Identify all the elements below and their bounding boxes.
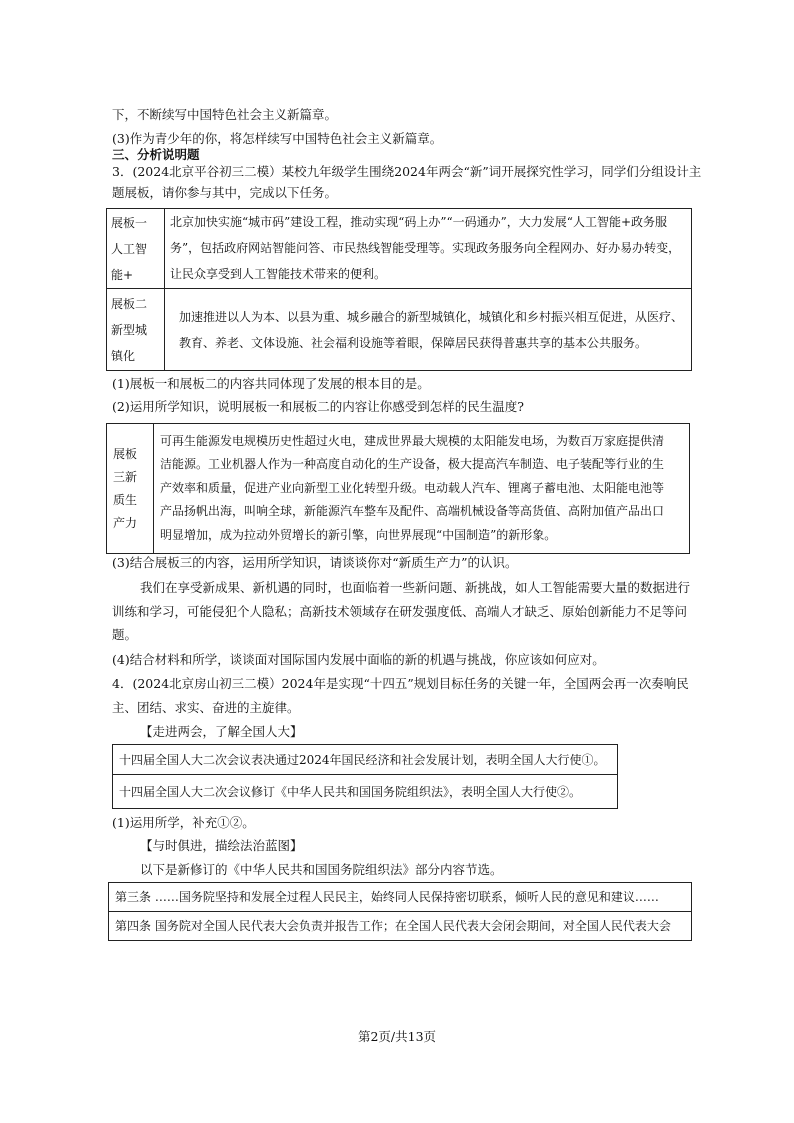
content-line: 产品扬帆出海，叫响全球，新能源汽车整车及配件、高端机械设备等高货值、高附加值产品出口 — [160, 504, 665, 519]
question-4-1: (1)运用所学，补充①②。 — [112, 815, 255, 830]
question-4-stem-line-1: 3．(2024北京平谷初三二模）某校九年级学生围绕2024年两会“新”词开展探究性学习，同学们分组设计主 — [112, 164, 702, 179]
paragraph-line: 题。 — [112, 627, 138, 642]
question-3-3: (3)作为青少年的你，将怎样续写中国特色社会主义新篇章。 — [112, 131, 443, 146]
content-line: 洁能源。工业机器人作为一种高度自动化的生产设备，极大提高汽车制造、电子装配等行业的生 — [160, 457, 665, 472]
npc-row-1 — [113, 745, 618, 775]
intro-line: 以下是新修订的《中华人民共和国国务院组织法》部分内容节选。 — [140, 862, 503, 877]
section-title: 三、分析说明题 — [112, 147, 200, 162]
question-4-line-1: 4．(2024北京房山初三二模）2024年是实现“十四五”规划目标任务的关键一年，全国两会再一次奏响民 — [112, 676, 689, 691]
board-3-table — [106, 423, 690, 554]
page-number: 第2页/共13页 — [357, 1029, 437, 1044]
label-line: 质生 — [113, 492, 138, 507]
board-2-row — [107, 289, 692, 371]
board-2-label — [107, 289, 165, 371]
question-4-line-2: 主、团结、求实、奋进的主旋律。 — [112, 700, 300, 715]
board-2-content — [165, 289, 692, 371]
law-row-2 — [109, 912, 692, 941]
paragraph-line: 我们在享受新成果、新机遇的同时，也面临着一些新问题、新挑战，如人工智能需要大量的数据进行 — [140, 580, 691, 595]
question-3-2: (2)运用所学知识，说明展板一和展板二的内容让你感受到怎样的民生温度? — [112, 399, 524, 414]
label-line: 展板二 — [111, 296, 148, 311]
label-line: 镇化 — [111, 348, 136, 363]
boards-table — [106, 208, 692, 371]
law-article-4: 第四条 国务院对全国人民代表大会负责并报告工作；在全国人民代表大会闭会期间，对全国人民代表大会 — [109, 912, 692, 941]
law-row-1 — [109, 883, 692, 912]
npc-table — [112, 744, 618, 809]
question-4-stem-line-2: 题展板，请你参与其中，完成以下任务。 — [112, 185, 338, 200]
subsection-heading: 【走进两会，了解全国人大】 — [140, 724, 303, 739]
npc-row-1-text: 十四届全国人大二次会议表决通过2024年国民经济和社会发展计划，表明全国人大行使①。 — [113, 745, 618, 775]
label-line: 新型城 — [111, 322, 148, 337]
label-line: 展板 — [113, 446, 138, 461]
board-3-label — [107, 424, 154, 554]
label-line: 展板一 — [111, 215, 148, 230]
content-line: 让民众享受到人工智能技术带来的便利。 — [170, 267, 387, 281]
label-line: 三新 — [113, 469, 138, 484]
label-line: 产力 — [113, 515, 138, 530]
law-article-3: 第三条 ……国务院坚持和发展全过程人民民主，始终同人民保持密切联系，倾听人民的意见和建议…… — [109, 883, 692, 912]
content-line: 明显增加，成为拉动外贸增长的新引擎，向世界展现“中国制造”的新形象。 — [160, 527, 557, 542]
content-line: 加速推进以人为本、以县为重、城乡融合的新型城镇化，城镇化和乡村振兴相互促进，从医疗、 — [179, 309, 684, 324]
board-3-row — [107, 424, 690, 554]
board-1-label — [107, 209, 165, 289]
content-line: 务”，包括政府网站智能问答、市民热线智能受理等。实现政务服务向全程网办、好办易办转变， — [170, 241, 681, 255]
board-1-row — [107, 209, 692, 289]
paragraph-line: 训练和学习，可能侵犯个人隐私；高新技术领域存在研发强度低、高端人才缺乏、原始创新能力不足等问 — [112, 604, 688, 619]
content-line: 产效率和质量，促进产业向新型工业化转型升级。电动载人汽车、锂离子蓄电池、太阳能电池等 — [160, 480, 665, 495]
question-3-1: (1)展板一和展板二的内容共同体现了发展的根本目的是。 — [112, 376, 430, 391]
question-3-4: (4)结合材料和所学，谈谈面对国际国内发展中面临的新的机遇与挑战，你应该如何应对。 — [112, 652, 605, 667]
npc-row-2-text: 十四届全国人大二次会议修订《中华人民共和国国务院组织法》，表明全国人大行使②。 — [113, 775, 618, 809]
content-line: 北京加快实施“城市码”建设工程，推动实现“码上办”“一码通办”，大力发展“人工智能+政务服 — [170, 215, 668, 229]
law-excerpt-table — [108, 882, 692, 941]
question-3-3b: (3)结合展板三的内容，运用所学知识，请谈谈你对“新质生产力”的认识。 — [112, 555, 518, 570]
subsection-heading: 【与时俱进，描绘法治蓝图】 — [140, 838, 303, 853]
content-line: 教育、养老、文体设施、社会福利设施等着眼，保障居民获得普惠共享的基本公共服务。 — [179, 335, 648, 350]
label-line: 人工智 — [111, 241, 148, 256]
text-line: 下，不断续写中国特色社会主义新篇章。 — [112, 107, 338, 122]
npc-row-2 — [113, 775, 618, 809]
board-3-content — [154, 424, 690, 554]
label-line: 能+ — [111, 267, 134, 282]
board-1-content — [165, 209, 692, 289]
content-line: 可再生能源发电规模历史性超过火电，建成世界最大规模的太阳能发电场，为数百万家庭提供清 — [160, 433, 665, 448]
